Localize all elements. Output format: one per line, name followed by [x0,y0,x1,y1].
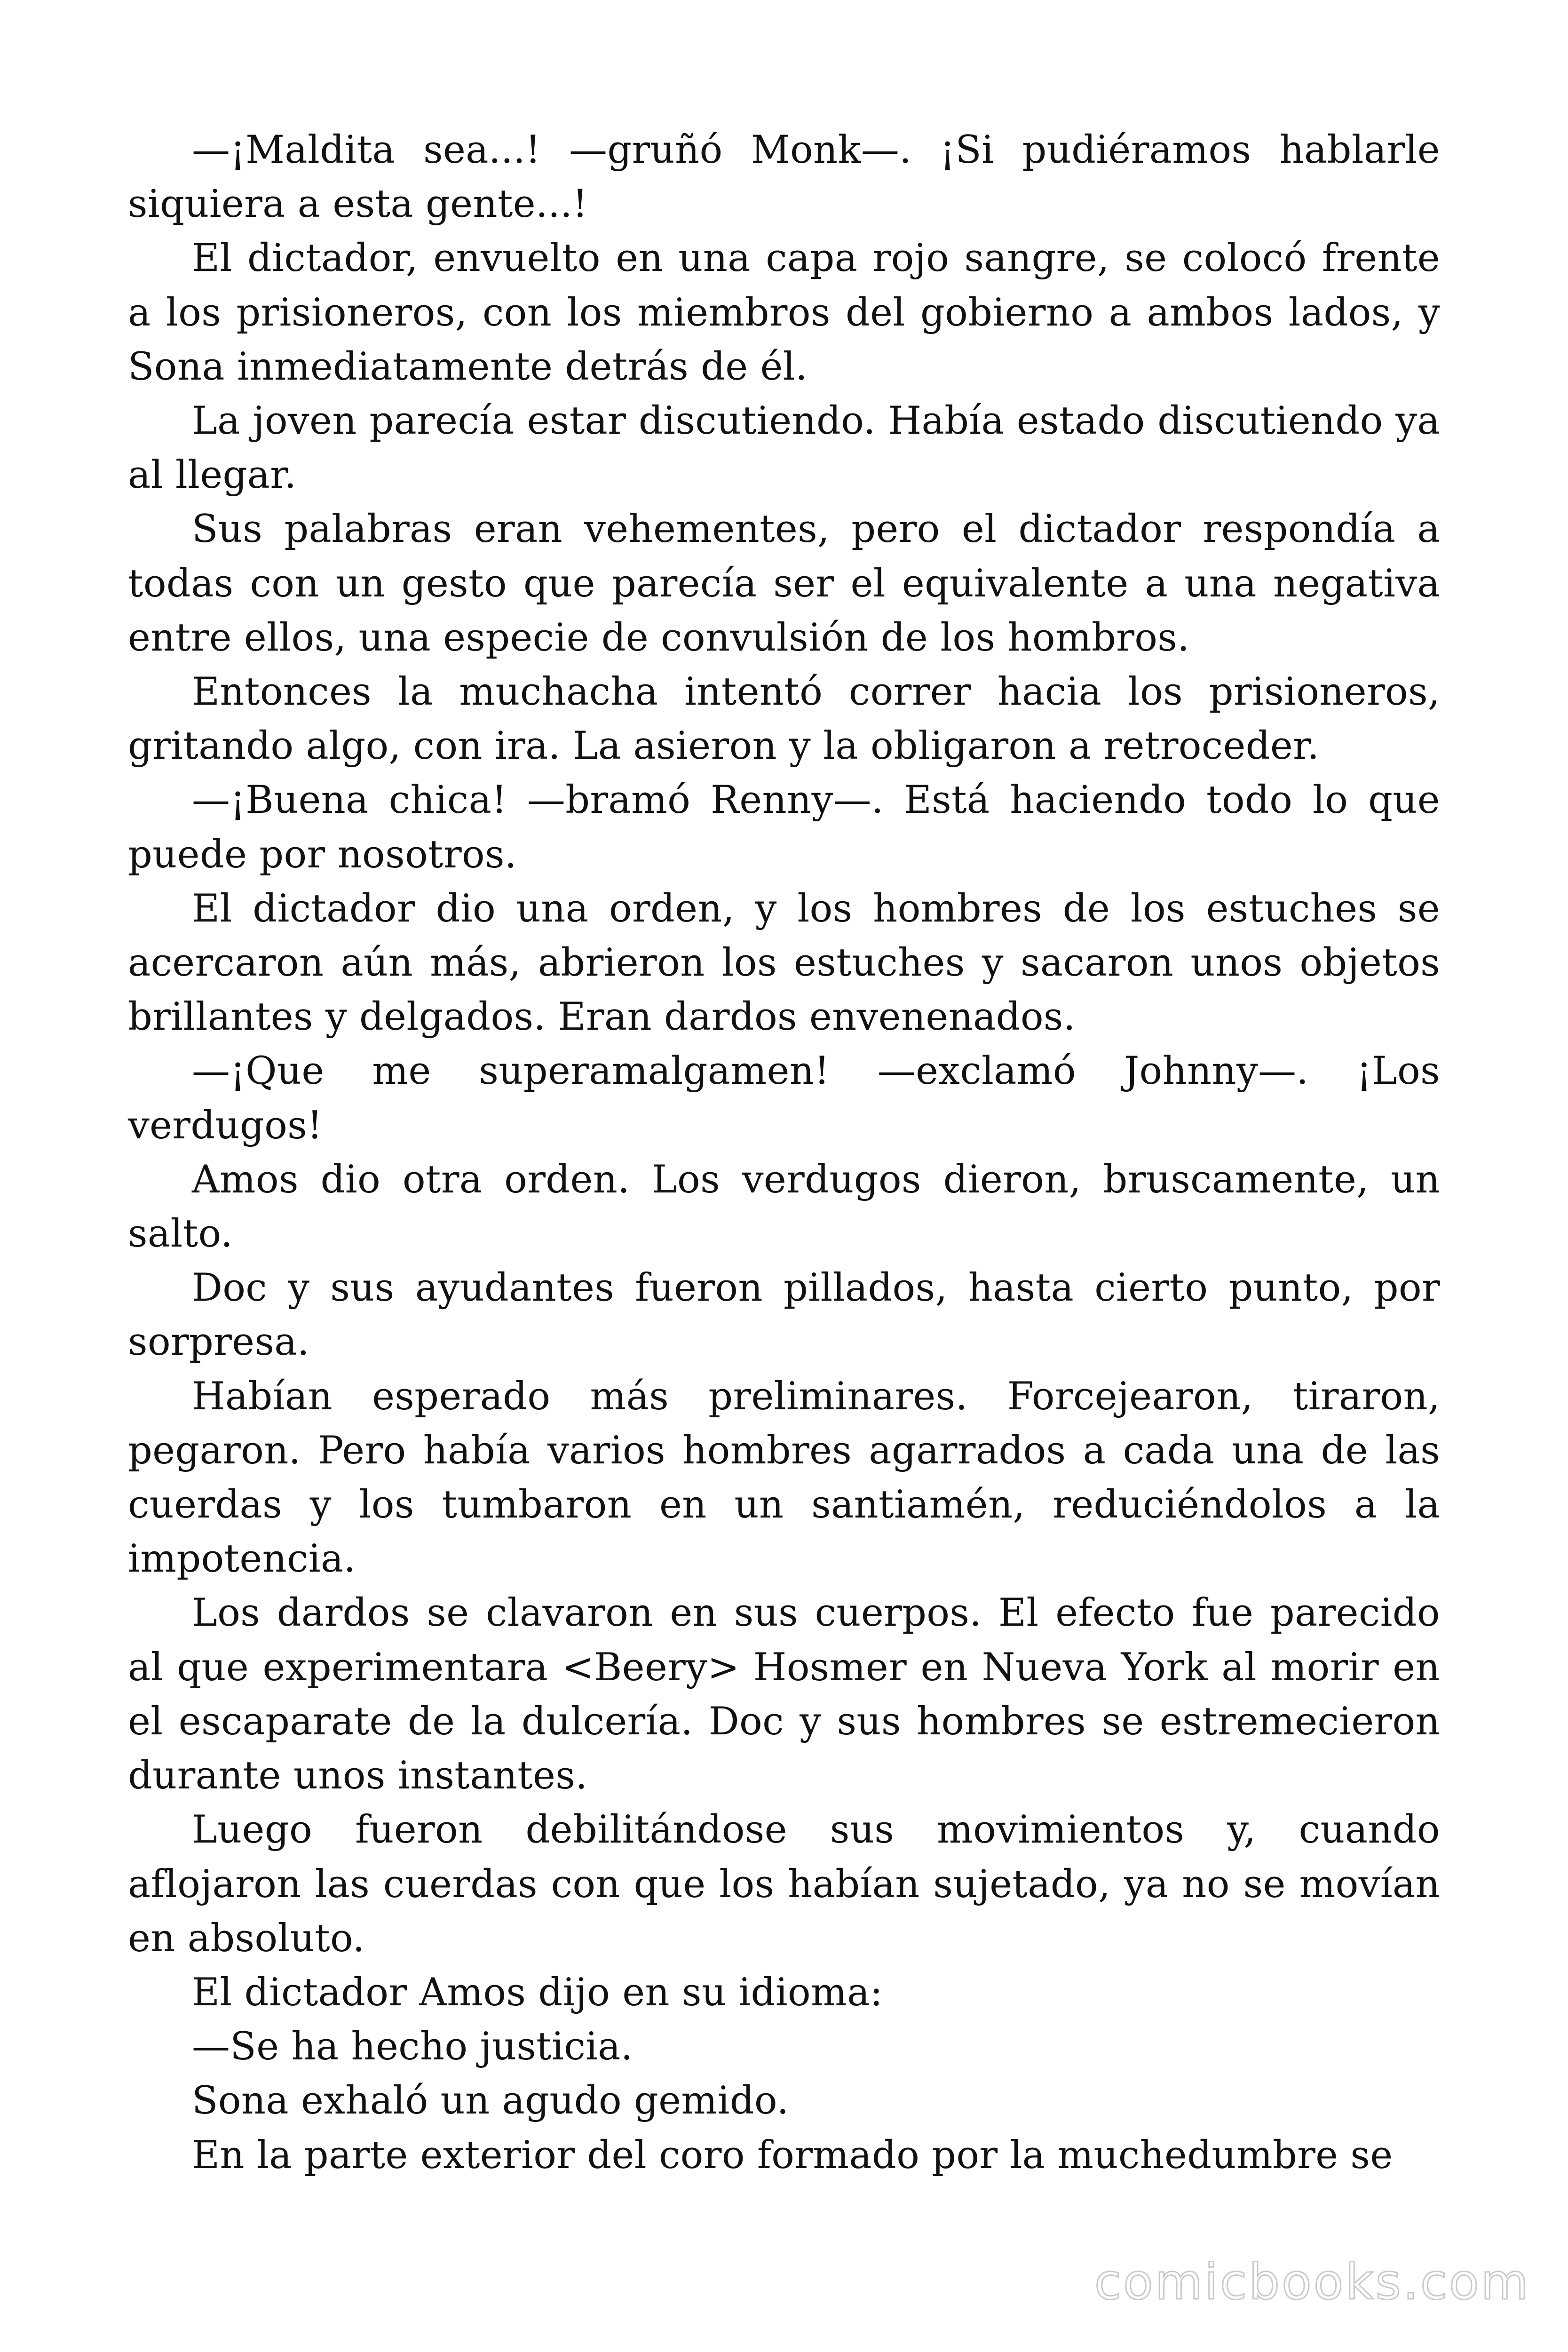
paragraph: —¡Maldita sea...! —gruñó Monk—. ¡Si pudiéramos hablarle siquiera a esta gente...! [128,128,1440,227]
paragraph: En la parte exterior del coro formado por la muchedumbre se [192,2133,1393,2177]
paragraph: Entonces la muchacha intentó correr hacia los prisioneros, gritando algo, con ira. La asieron y la obligaron a retroceder. [128,670,1440,769]
watermark: comicbooks.com [1094,2253,1530,2311]
paragraph: Sona exhaló un agudo gemido. [192,2079,789,2123]
paragraph: El dictador, envuelto en una capa rojo sangre, se colocó frente a los prisioneros, con los miembros del gobierno a ambos lados, y Sona inmediatamente detrás de él. [128,236,1440,389]
paragraph: —Se ha hecho justicia. [192,2025,633,2069]
paragraph: El dictador dio una orden, y los hombres de los estuches se acercaron aún más, abrieron los estuches y sacaron unos objetos brillantes y delgados. Eran dardos envenenados. [128,886,1440,1040]
paragraph: Luego fueron debilitándose sus movimientos y, cuando aflojaron las cuerdas con que los habían sujetado, ya no se movían en absoluto. [128,1808,1440,1961]
paragraph: La joven parecía estar discutiendo. Había estado discutiendo ya al llegar. [128,399,1440,498]
paragraph: Habían esperado más preliminares. Forcejearon, tiraron, pegaron. Pero había varios hombres agarrados a cada una de las cuerdas y los tumbaron en un santiamén, reduciéndolos a la impotencia. [128,1374,1440,1581]
paragraph: Doc y sus ayudantes fueron pillados, hasta cierto punto, por sorpresa. [128,1266,1440,1365]
paragraph: Sus palabras eran vehementes, pero el dictador respondía a todas con un gesto que parecía ser el equivalente a una negativa entre ellos, una especie de convulsión de los hombros. [128,507,1440,660]
paragraph: Amos dio otra orden. Los verdugos dieron, bruscamente, un salto. [128,1157,1440,1256]
body-text [128,123,1440,2183]
paragraph: —¡Que me superamalgamen! —exclamó Johnny—. ¡Los verdugos! [128,1049,1440,1148]
paragraph: Los dardos se clavaron en sus cuerpos. El efecto fue parecido al que experimentara <Beery> Hosmer en Nueva York al morir en el escaparate de la dulcería. Doc y sus hombres se estremecieron durante unos instantes. [128,1591,1440,1798]
paragraph: El dictador Amos dijo en su idioma: [192,1970,883,2015]
paragraph: —¡Buena chica! —bramó Renny—. Está haciendo todo lo que puede por nosotros. [128,778,1440,877]
